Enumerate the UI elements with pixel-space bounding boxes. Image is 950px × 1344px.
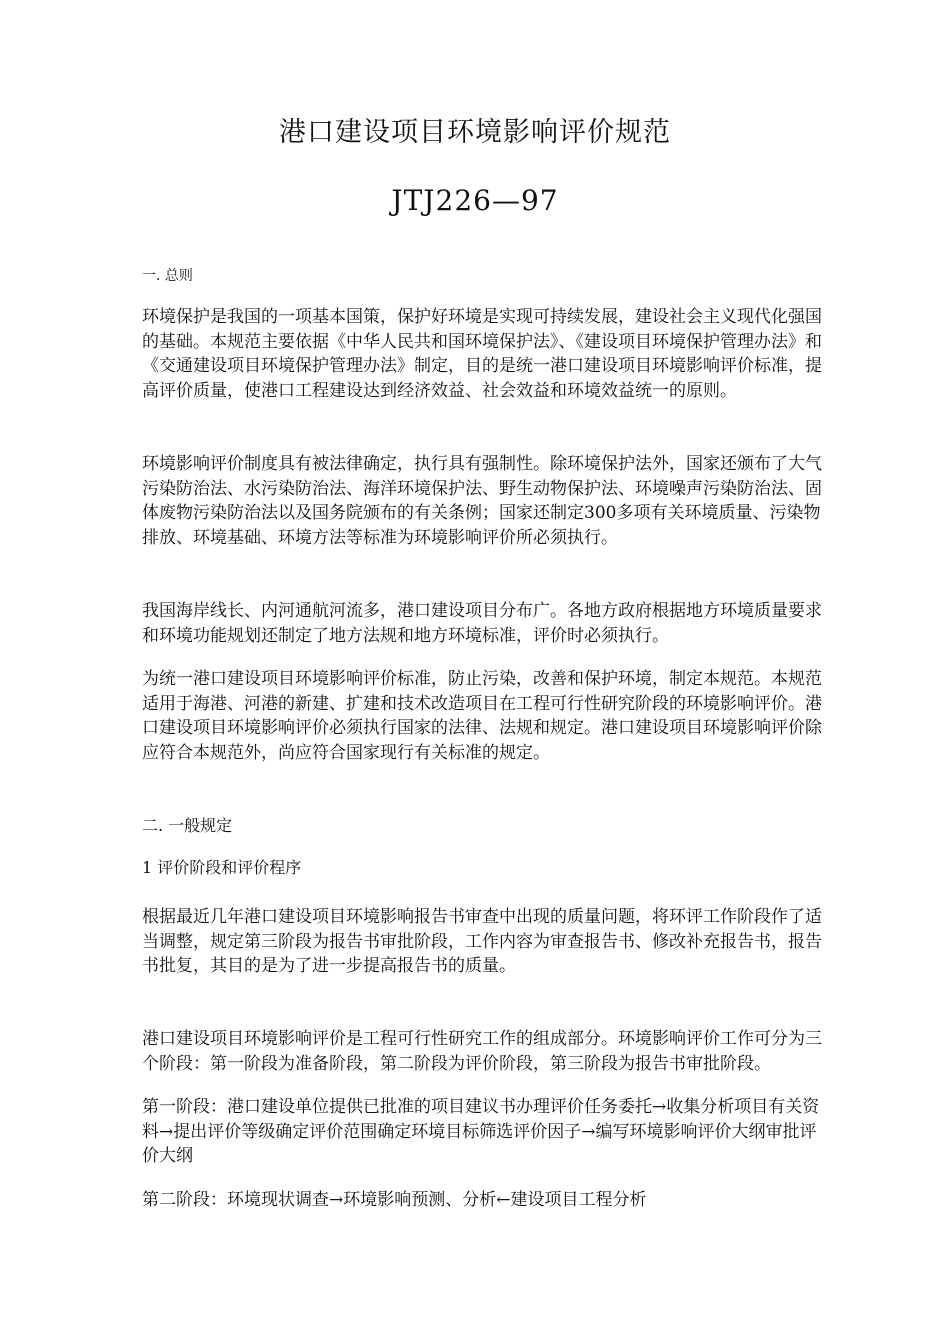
document-title: 港口建设项目环境影响评价规范 [279,117,671,148]
paragraph: 环境影响评价制度具有被法律确定，执行具有强制性。除环境保护法外，国家还颁布了大气污染防治法、水污染防治法、海洋环境保护法、野生动物保护法、环境噪声污染防治法、固体废物污染防治法以及国务院颁布的有关条例；国家还制定300多项有关环境质量、污染物排放、环境基础、环境方法等标准为环境影响评价所必须执行。 [142,454,822,548]
paragraph: 港口建设项目环境影响评价是工程可行性研究工作的组成部分。环境影响评价工作可分为三个阶段：第一阶段为准备阶段，第二阶段为评价阶段，第三阶段为报告书审批阶段。 [142,1029,822,1074]
paragraph: 为统一港口建设项目环境影响评价标准，防止污染，改善和保护环境，制定本规范。本规范适用于海港、河港的新建、扩建和技术改造项目在工程可行性研究阶段的环境影响评价。港口建设项目环境影响评价必须执行国家的法律、法规和规定。港口建设项目环境影响评价除应符合本规范外，尚应符合国家现行有关标准的规定。 [142,669,822,763]
section-heading-general: 一. 总则 [142,268,193,284]
paragraph: 根据最近几年港口建设项目环境影响报告书审查中出现的质量问题，将环评工作阶段作了适当调整，规定第三阶段为报告书审批阶段，工作内容为审查报告书、修改补充报告书，报告书批复，其目的是为了进一步提高报告书的质量。 [142,907,822,976]
subsection-heading-stages: 1 评价阶段和评价程序 [142,858,302,877]
paragraph: 第二阶段：环境现状调查→环境影响预测、分析←建设项目工程分析 [142,1190,647,1210]
document-code: JTJ226—97 [391,184,559,217]
paragraph: 我国海岸线长、内河通航河流多，港口建设项目分布广。各地方政府根据地方环境质量要求和环境功能规划还制定了地方法规和地方环境标准，评价时必须执行。 [142,601,822,646]
paragraph: 环境保护是我国的一项基本国策，保护好环境是实现可持续发展，建设社会主义现代化强国的基础。本规范主要依据《中华人民共和国环境保护法》、《建设项目环境保护管理办法》和《交通建设项目环境保护管理办法》制定，目的是统一港口建设项目环境影响评价标准，提高评价质量，使港口工程建设达到经济效益、社会效益和环境效益统一的原则。 [142,307,822,401]
section-heading-general-rules: 二. 一般规定 [142,816,233,835]
paragraph: 第一阶段：港口建设单位提供已批准的项目建议书办理评价任务委托→收集分析项目有关资料→提出评价等级确定评价范围确定环境目标筛选评价因子→编写环境影响评价大纲审批评价大纲 [142,1097,820,1166]
